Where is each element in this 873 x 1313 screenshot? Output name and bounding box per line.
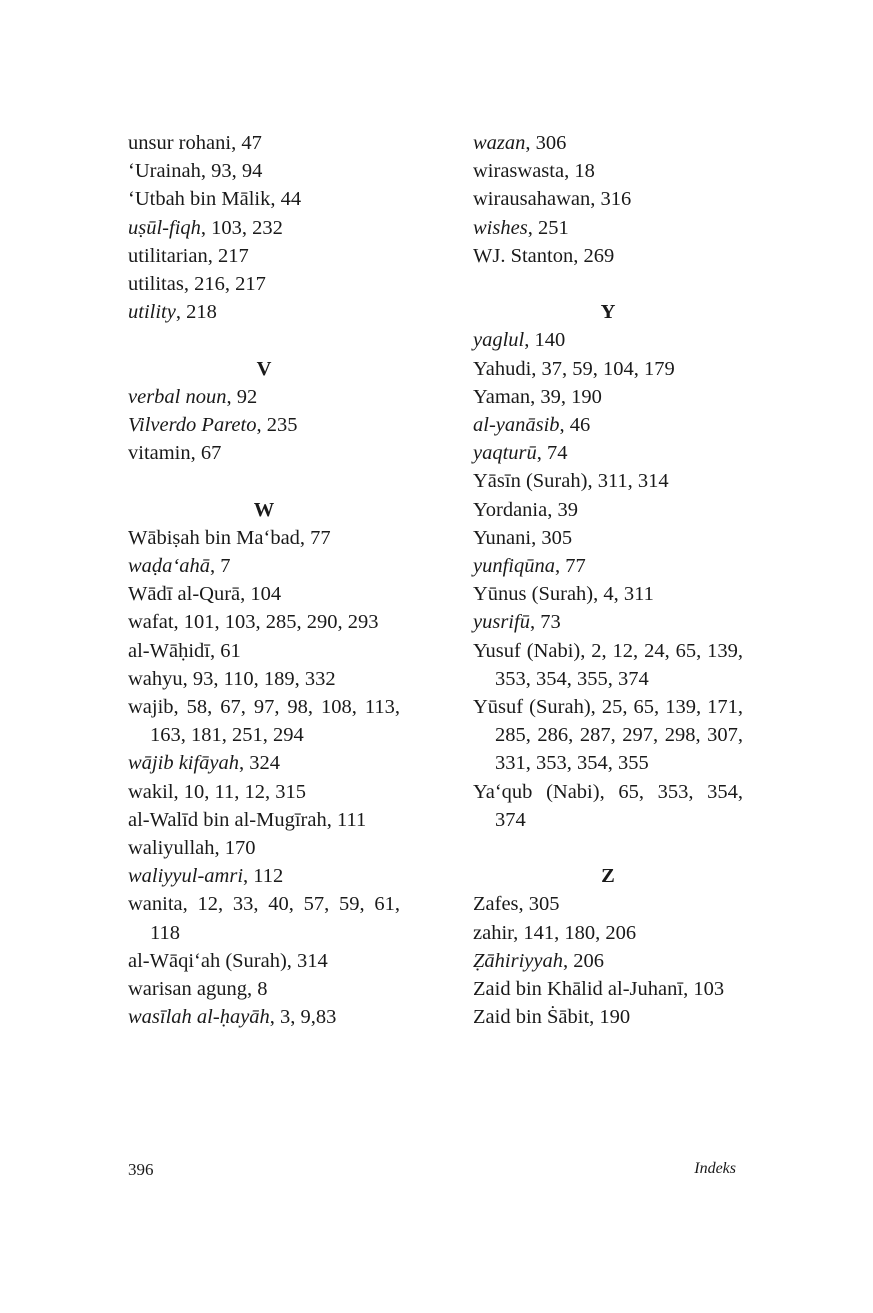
- letter-heading: Y: [600, 301, 616, 324]
- index-entry: [128, 749, 400, 777]
- index-term: wiraswasta: [473, 160, 565, 183]
- index-term: yaglul: [473, 329, 525, 352]
- index-term: al-Wāqi‘ah (Surah): [128, 949, 287, 972]
- index-entry: [128, 975, 400, 1003]
- index-pages: , 67: [190, 442, 222, 465]
- index-term: WJ. Stanton: [473, 244, 574, 267]
- index-term: verbal noun: [128, 385, 227, 408]
- index-pages: , 104: [240, 583, 282, 606]
- index-entry: [473, 214, 743, 242]
- letter-heading: W: [253, 498, 275, 521]
- index-pages: , 314: [286, 949, 328, 972]
- letter-heading: V: [256, 357, 272, 380]
- index-pages: , 44: [270, 188, 302, 211]
- index-entry: [473, 439, 743, 467]
- index-term: Yordania: [473, 498, 548, 521]
- index-term: Wādī al-Qurā: [128, 583, 241, 606]
- index-entry: [128, 242, 400, 270]
- index-pages: , 46: [559, 414, 591, 437]
- index-term: wajib: [128, 696, 174, 719]
- index-column-left: [128, 129, 400, 1031]
- index-term: Yahudi: [473, 357, 532, 380]
- index-pages: , 12, 33, 40, 57, 59, 61, 118: [150, 893, 400, 944]
- index-pages: , 101, 103, 285, 290, 293: [173, 611, 379, 634]
- index-pages: , 103, 232: [200, 216, 283, 239]
- index-term: wanita: [128, 893, 183, 916]
- index-pages: , 206: [562, 949, 604, 972]
- index-pages: , 73: [529, 611, 561, 634]
- index-term: zahir: [473, 921, 514, 944]
- index-entry: [128, 298, 400, 326]
- index-pages: , 77: [555, 555, 586, 578]
- index-entry: [128, 580, 400, 608]
- index-entry: [473, 778, 743, 834]
- index-term: Yunani: [473, 526, 532, 549]
- index-pages: , 93, 110, 189, 332: [182, 667, 336, 690]
- index-term: wafat: [128, 611, 174, 634]
- index-entry: [128, 185, 400, 213]
- index-term: utilitas: [128, 273, 184, 296]
- index-entry: [128, 890, 400, 946]
- section-spacer: [473, 270, 743, 298]
- index-entry: [473, 552, 743, 580]
- index-pages: , 269: [573, 244, 615, 267]
- index-term: al-yanāsib: [473, 414, 560, 437]
- index-pages: , 141, 180, 206: [513, 921, 637, 944]
- index-entry: [473, 580, 743, 608]
- index-term: wahyu: [128, 667, 183, 690]
- index-term: unsur rohani: [128, 132, 232, 154]
- index-entry: [128, 637, 400, 665]
- index-entry: [128, 806, 400, 834]
- index-pages: , 2, 12, 24, 65, 139, 353, 354, 355, 374: [495, 639, 744, 690]
- index-pages: , 47: [231, 132, 262, 154]
- index-term: waliyullah: [128, 837, 215, 860]
- index-entry: [473, 467, 743, 495]
- index-entry: [473, 524, 743, 552]
- index-term: wirausahawan: [473, 188, 591, 211]
- index-entry: [473, 383, 743, 411]
- index-column-right: [473, 129, 743, 1031]
- index-term: ‘Utbah bin Mālik: [128, 188, 271, 211]
- index-pages: , 3, 9,83: [269, 1006, 337, 1029]
- index-pages: , 306: [525, 132, 567, 154]
- index-term: Ya‘qub (Nabi): [473, 780, 600, 803]
- index-entry: [473, 890, 743, 918]
- index-pages: , 93, 94: [200, 160, 263, 183]
- index-term: Yūnus (Surah): [473, 583, 594, 606]
- index-entry: [473, 129, 743, 157]
- index-term: vitamin: [128, 442, 191, 465]
- index-pages: , 10, 11, 12, 315: [173, 780, 307, 803]
- index-entry: [128, 834, 400, 862]
- index-term: Yusuf (Nabi): [473, 639, 581, 662]
- index-term: Zaid bin Khālid al-Juhanī: [473, 978, 684, 1001]
- index-term: warisan agung: [128, 978, 247, 1001]
- index-entry: [128, 439, 400, 467]
- index-entry: [128, 665, 400, 693]
- index-term: Ẓāhiriyyah: [473, 949, 563, 972]
- index-entry: [473, 919, 743, 947]
- index-pages: , 251: [527, 216, 569, 239]
- section-spacer: [473, 834, 743, 862]
- index-pages: , 324: [239, 752, 281, 775]
- index-entry: [473, 975, 743, 1003]
- index-term: wishes: [473, 216, 528, 239]
- index-pages: , 103: [683, 978, 725, 1001]
- index-term: Vilverdo Pareto: [128, 414, 257, 437]
- index-pages: , 18: [564, 160, 595, 183]
- index-pages: , 140: [524, 329, 566, 352]
- section-spacer: [128, 467, 400, 495]
- section-spacer: [128, 326, 400, 354]
- index-entry: [128, 270, 400, 298]
- index-term: wājib kifāyah: [128, 752, 240, 775]
- index-entry: [473, 185, 743, 213]
- index-pages: , 39: [547, 498, 578, 521]
- index-entry: [473, 355, 743, 383]
- index-term: uṣūl-fiqh: [128, 216, 201, 239]
- index-entry: [473, 1003, 743, 1031]
- index-pages: , 305: [531, 526, 573, 549]
- index-pages: , 61: [209, 639, 241, 662]
- index-pages: , 305: [518, 893, 560, 916]
- index-entry: [473, 157, 743, 185]
- index-pages: , 37, 59, 104, 179: [531, 357, 675, 380]
- index-term: Yūsuf (Surah): [473, 696, 591, 719]
- index-entry: [128, 552, 400, 580]
- index-pages: , 112: [243, 865, 284, 888]
- index-entry: [128, 947, 400, 975]
- index-term: ‘Urainah: [128, 160, 201, 183]
- index-term: utility: [128, 301, 176, 324]
- index-term: yunfiqūna: [473, 555, 555, 578]
- index-term: al-Wāḥidī: [128, 639, 210, 662]
- index-entry: [473, 947, 743, 975]
- index-entry: [128, 608, 400, 636]
- index-term: waliyyul-amri: [128, 865, 244, 888]
- index-entry: [473, 608, 743, 636]
- index-entry: [128, 862, 400, 890]
- index-entry: [473, 637, 743, 693]
- index-term: Wābiṣah bin Ma‘bad: [128, 526, 300, 549]
- index-term: Yāsīn (Surah): [473, 470, 588, 493]
- index-entry: [128, 778, 400, 806]
- index-entry: [128, 129, 400, 157]
- page-number: 396: [128, 1160, 154, 1179]
- index-entry: [473, 693, 743, 778]
- index-term: al-Walīd bin al-Mugīrah: [128, 808, 327, 831]
- index-pages: , 311, 314: [587, 470, 669, 493]
- index-pages: , 235: [256, 414, 298, 437]
- index-term: yusrifū: [473, 611, 530, 634]
- index-entry: [128, 524, 400, 552]
- index-entry: [473, 326, 743, 354]
- index-term: wasīlah al-ḥayāh: [128, 1006, 270, 1029]
- index-entry: [128, 214, 400, 242]
- index-pages: , 190: [589, 1006, 631, 1029]
- index-pages: , 77: [299, 526, 331, 549]
- index-entry: [128, 693, 400, 749]
- index-pages: , 74: [536, 442, 568, 465]
- index-term: wakil: [128, 780, 174, 803]
- index-entry: [473, 496, 743, 524]
- letter-heading: Z: [601, 865, 615, 888]
- index-pages: , 58, 67, 97, 98, 108, 113, 163, 181, 251, 294: [150, 696, 400, 747]
- running-footer-section: Indeks: [694, 1160, 736, 1177]
- index-pages: , 8: [246, 978, 268, 1001]
- index-pages: , 65, 353, 354, 374: [495, 780, 743, 831]
- index-pages: , 218: [175, 301, 217, 324]
- index-entry: [473, 411, 743, 439]
- index-entry: [128, 1003, 400, 1031]
- index-pages: , 4, 311: [593, 583, 654, 606]
- index-pages: , 92: [226, 385, 258, 408]
- index-term: yaqturū: [473, 442, 537, 465]
- index-entry: [128, 411, 400, 439]
- index-pages: , 111: [326, 808, 367, 831]
- index-pages: , 170: [214, 837, 256, 860]
- index-entry: [128, 383, 400, 411]
- index-pages: , 39, 190: [530, 385, 602, 408]
- index-pages: , 7: [210, 555, 231, 578]
- index-term: Zafes: [473, 893, 519, 916]
- index-pages: , 316: [590, 188, 632, 211]
- index-term: Yaman: [473, 385, 531, 408]
- index-entry: [128, 157, 400, 185]
- index-term: Zaid bin Ṡābit: [473, 1006, 590, 1029]
- index-pages: , 25, 65, 139, 171, 285, 286, 287, 297, 298, 307, 331, 353, 354, 355: [495, 696, 744, 775]
- index-pages: , 216, 217: [183, 273, 266, 296]
- index-pages: , 217: [207, 244, 249, 267]
- index-entry: [473, 242, 743, 270]
- index-term: utilitarian: [128, 244, 208, 267]
- index-term: wazan: [473, 132, 526, 154]
- index-term: waḍa‘ahā: [128, 555, 210, 578]
